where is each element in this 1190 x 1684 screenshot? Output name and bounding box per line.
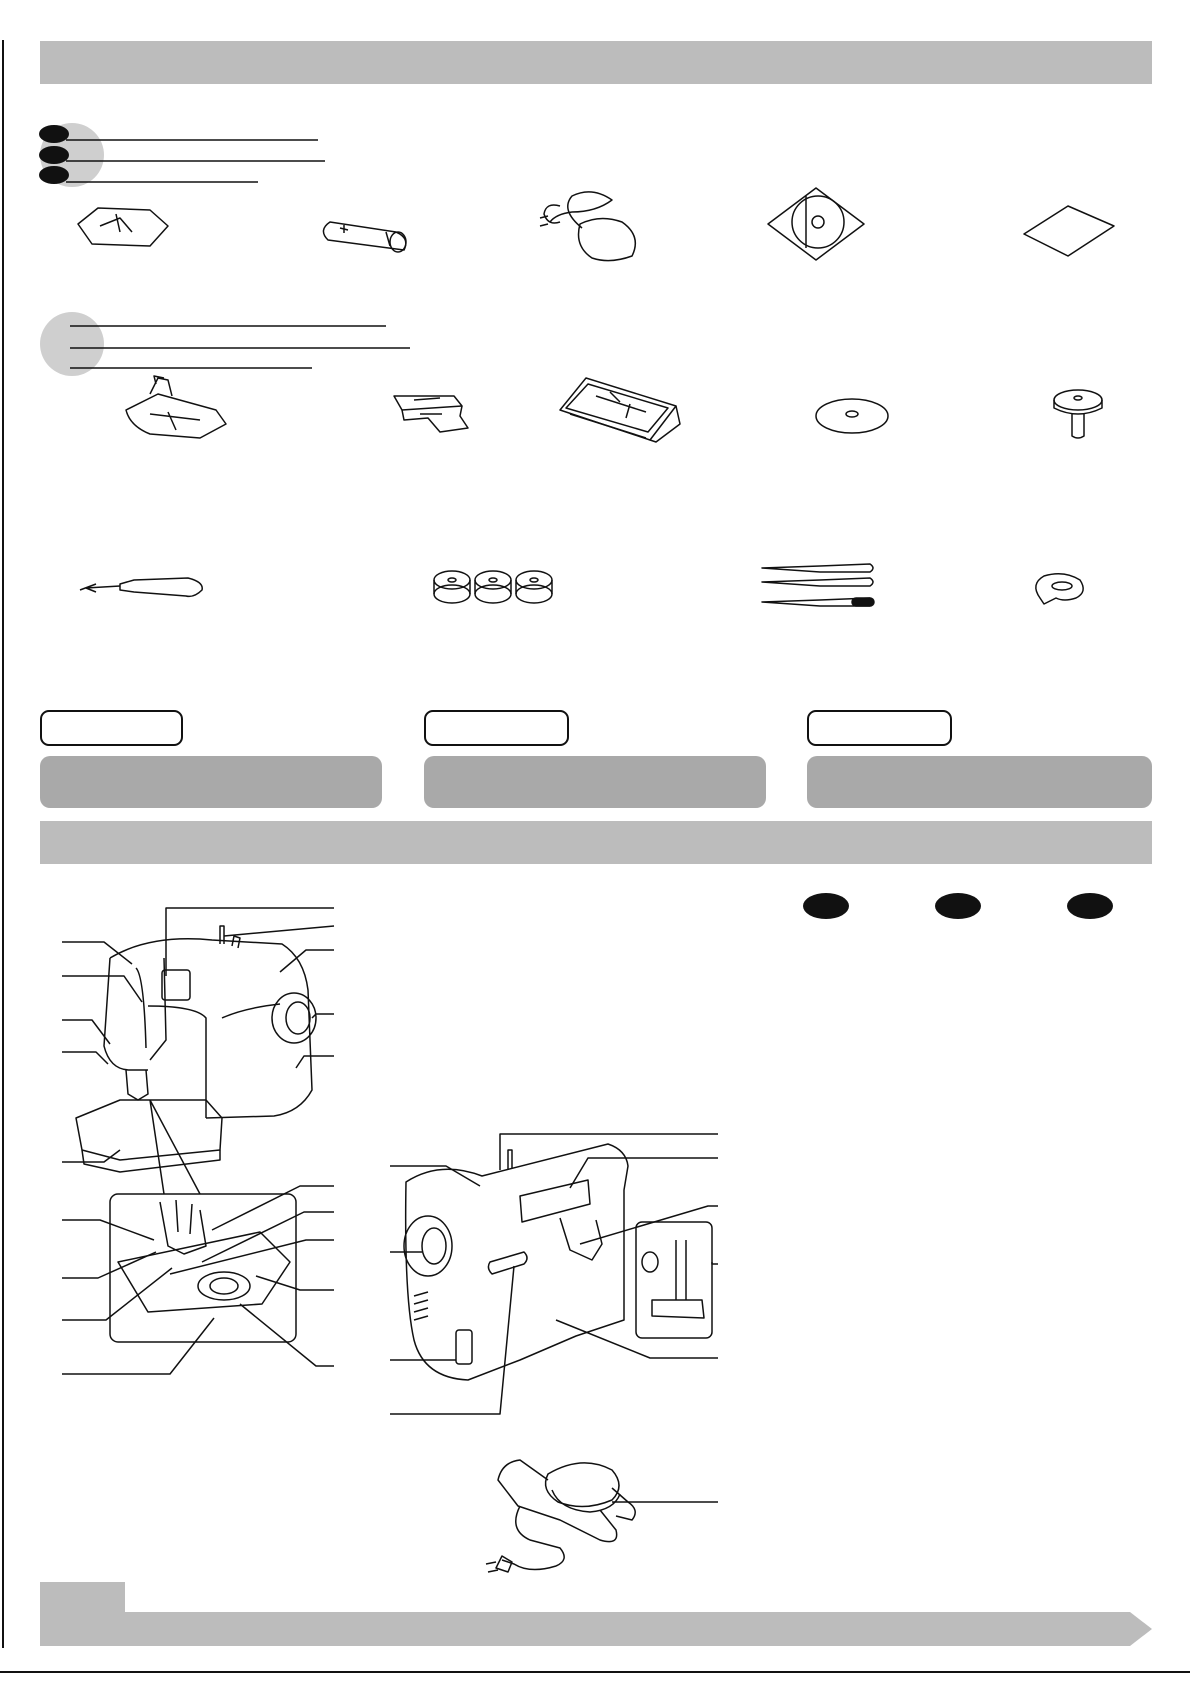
- spool-cap-icon: [816, 399, 888, 433]
- included-items-bullets: [39, 123, 325, 187]
- seam-ripper-icon: [80, 578, 202, 596]
- needles-icon: [762, 564, 874, 606]
- bobbins-icon: [434, 571, 552, 603]
- model-oval-3: [1067, 893, 1113, 919]
- zipper-foot-icon: [394, 396, 468, 432]
- group-b-gray-circle: [40, 312, 104, 376]
- zigzag-foot-icon: [126, 376, 226, 438]
- bullet-2: [39, 146, 69, 164]
- disc-icon: [768, 188, 864, 260]
- model-oval-2: [935, 893, 981, 919]
- buttonhole-foot-icon: [560, 378, 680, 442]
- foot-controller-diagram: [486, 1460, 718, 1572]
- screwdriver-key-icon: [1036, 574, 1083, 604]
- rear-view-diagram: [390, 1134, 718, 1414]
- included-accessories-bullets: [40, 312, 410, 376]
- bullet-1: [39, 125, 69, 143]
- battery-icon: [323, 222, 406, 252]
- dust-cover-icon: [78, 208, 168, 246]
- footer-arrow-bar: [40, 1612, 1152, 1646]
- sheet-icon: [1024, 206, 1114, 256]
- front-view-diagram: [62, 908, 334, 1374]
- foot-controller-small-icon: [540, 192, 635, 261]
- model-oval-1: [803, 893, 849, 919]
- spool-pin-cap-icon: [1054, 390, 1102, 438]
- bullet-3: [39, 166, 69, 184]
